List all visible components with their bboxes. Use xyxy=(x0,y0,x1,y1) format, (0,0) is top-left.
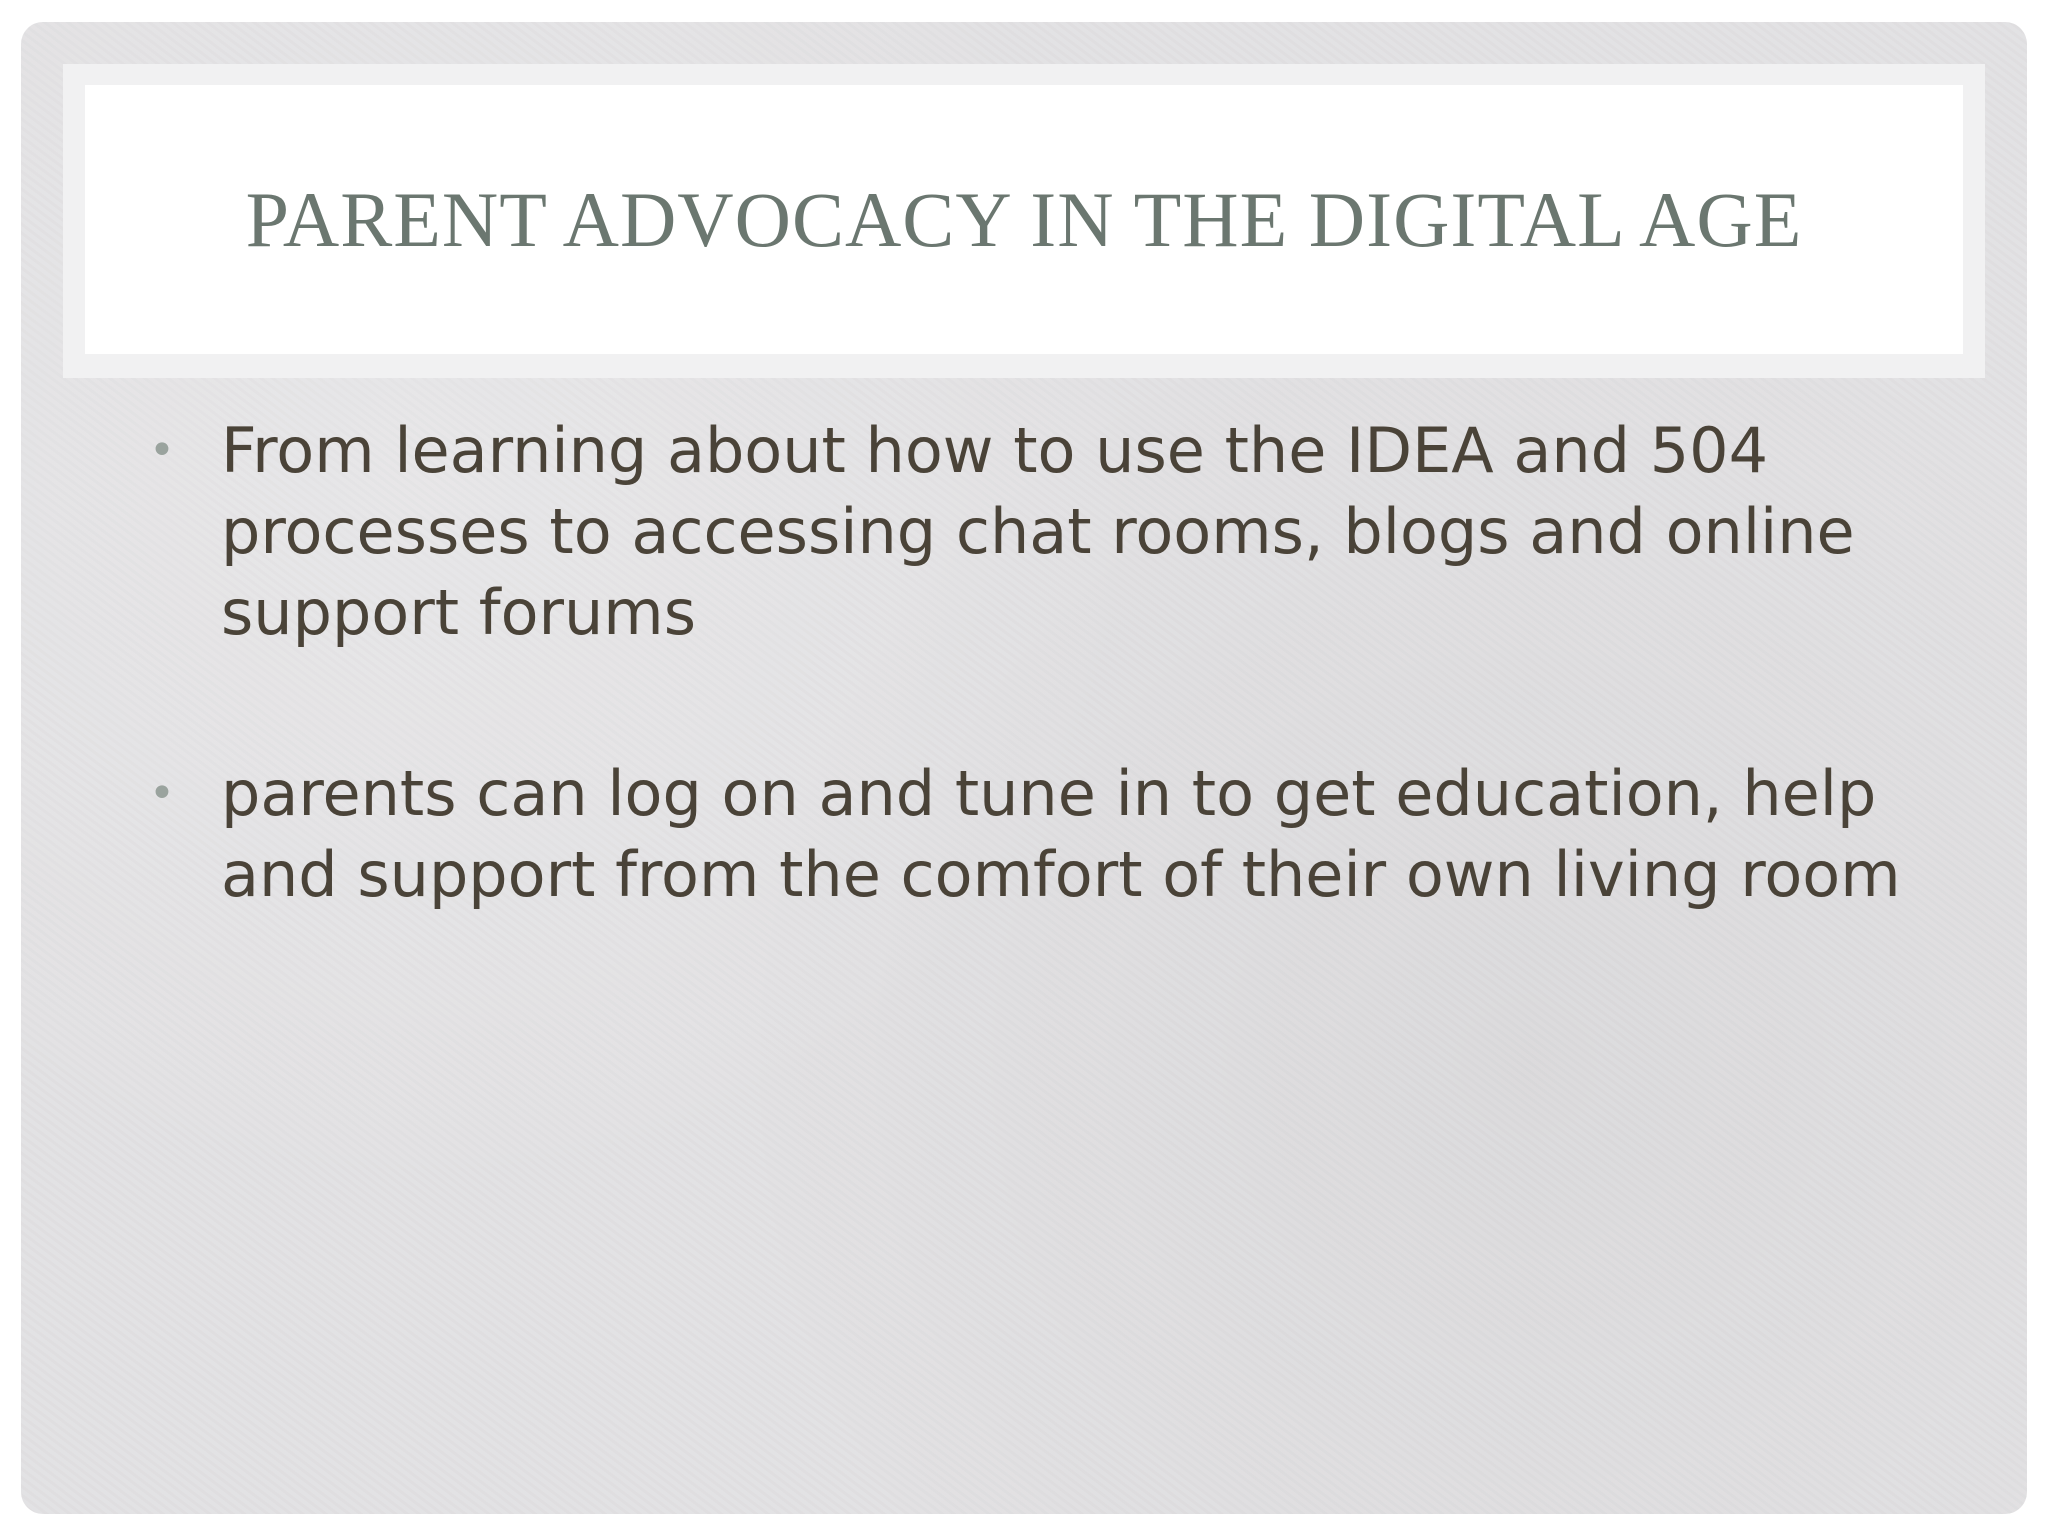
bullet-list xyxy=(141,410,1901,1015)
slide xyxy=(21,22,2027,1514)
bullet-text: From learning about how to use the IDEA and 504 processes to accessing chat rooms, blogs and online support forums xyxy=(221,414,1855,649)
title-box xyxy=(85,85,1963,354)
slide-title: PARENT ADVOCACY IN THE DIGITAL AGE xyxy=(245,175,1803,263)
bullet-dot-icon: • xyxy=(149,768,175,819)
bullet-item xyxy=(141,753,1901,915)
bullet-item xyxy=(141,410,1901,653)
bullet-text: parents can log on and tune in to get education, help and support from the comfort of their own living room xyxy=(221,757,1901,911)
bullet-dot-icon: • xyxy=(149,425,175,476)
